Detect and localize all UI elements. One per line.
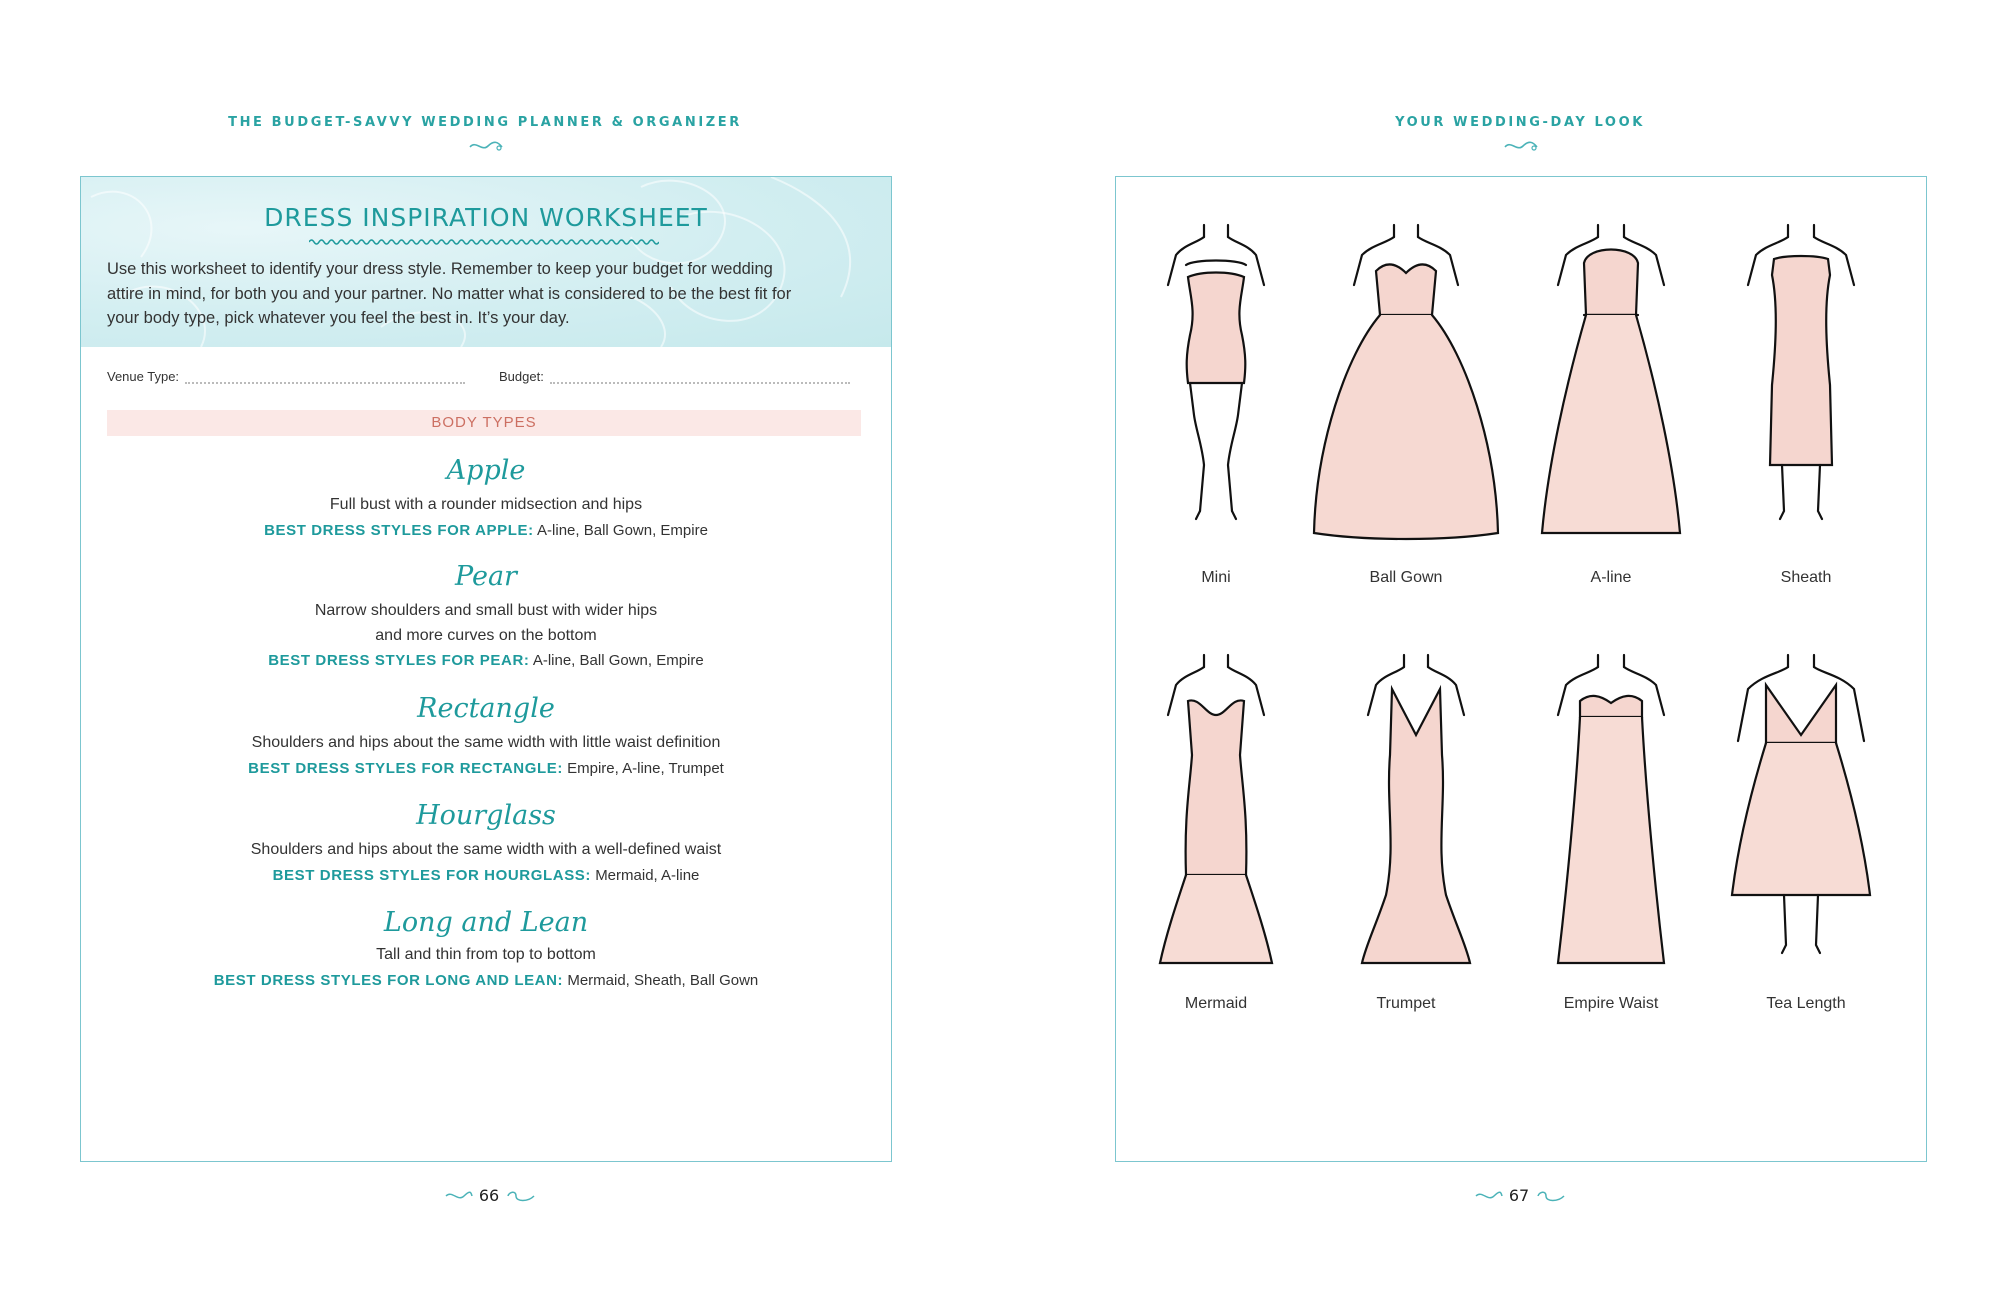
best-styles-label: BEST DRESS STYLES FOR HOURGLASS: (272, 867, 592, 884)
dress-label-mini: Mini (1201, 569, 1231, 586)
running-head-left: THE BUDGET-SAVVY WEDDING PLANNER & ORGANIZER (228, 115, 742, 130)
best-styles-value: Empire, A-line, Trumpet (567, 760, 724, 777)
dress-label-mermaid: Mermaid (1184, 995, 1248, 1012)
body-type-name: Pear (455, 561, 517, 592)
dress-label-a-line: A-line (1590, 569, 1632, 586)
worksheet-intro (107, 257, 827, 331)
worksheet-frame (80, 176, 892, 1162)
intro-line: your body type, pick whatever you feel the best in. It’s your day. (107, 309, 570, 327)
body-type-pear (81, 561, 891, 669)
swirl-ornament-icon (1503, 138, 1539, 154)
dress-label-trumpet: Trumpet (1376, 995, 1436, 1012)
dress-styles-frame (1115, 176, 1927, 1162)
best-styles-value: A-line, Ball Gown, Empire (532, 652, 704, 669)
swirl-ornament-icon (468, 138, 504, 154)
body-type-name: Long and Lean (383, 907, 589, 938)
ball-gown-dress-icon (1306, 215, 1506, 555)
wave-underline-icon (309, 237, 659, 247)
body-type-name: Apple (446, 455, 526, 486)
right-flourish-icon (1536, 1189, 1566, 1203)
best-styles (81, 652, 891, 669)
a-line-dress-icon (1526, 215, 1696, 555)
best-styles-label: BEST DRESS STYLES FOR RECTANGLE: (248, 760, 563, 777)
body-type-long-and-lean (81, 907, 891, 989)
body-type-desc: Narrow shoulders and small bust with wider hips (314, 602, 658, 619)
body-type-desc: Full bust with a rounder midsection and hips (329, 496, 643, 513)
budget-line[interactable] (550, 370, 850, 384)
budget-field[interactable] (499, 369, 850, 384)
venue-type-line[interactable] (185, 370, 465, 384)
body-type-apple (81, 455, 891, 539)
running-head-right: YOUR WEDDING-DAY LOOK (1395, 115, 1645, 130)
budget-label: Budget: (499, 369, 544, 384)
dress-label-tea-length: Tea Length (1766, 995, 1846, 1012)
venue-type-label: Venue Type: (107, 369, 180, 384)
best-styles-label: BEST DRESS STYLES FOR LONG AND LEAN: (213, 972, 564, 989)
mermaid-dress-icon (1146, 645, 1286, 985)
empire-waist-dress-icon (1536, 645, 1686, 985)
body-type-desc: Shoulders and hips about the same width with little waist definition (251, 734, 721, 751)
dress-label-sheath: Sheath (1780, 569, 1832, 586)
body-types-heading: BODY TYPES (107, 410, 861, 436)
dress-label-empire-waist: Empire Waist (1563, 995, 1659, 1012)
best-styles-value: Mermaid, Sheath, Ball Gown (567, 972, 759, 989)
worksheet-title: DRESS INSPIRATION WORKSHEET (264, 203, 708, 232)
best-styles-label: BEST DRESS STYLES FOR PEAR: (268, 652, 530, 669)
page-number-66: 66 (478, 1186, 500, 1205)
best-styles-value: Mermaid, A-line (595, 867, 700, 884)
tea-length-dress-icon (1726, 645, 1876, 985)
best-styles-label: BEST DRESS STYLES FOR APPLE: (264, 522, 534, 539)
right-flourish-icon (506, 1189, 536, 1203)
trumpet-dress-icon (1346, 645, 1486, 985)
best-styles (81, 760, 891, 777)
best-styles (81, 972, 891, 989)
body-type-name: Hourglass (416, 800, 556, 831)
intro-line: Use this worksheet to identify your dress style. Remember to keep your budget for wedding (107, 260, 773, 278)
body-type-desc: Tall and thin from top to bottom (376, 946, 596, 963)
best-styles (81, 867, 891, 884)
best-styles-value: A-line, Ball Gown, Empire (537, 522, 708, 539)
sheath-dress-icon (1726, 215, 1876, 555)
body-type-rectangle (81, 693, 891, 777)
venue-type-field[interactable] (107, 369, 465, 384)
body-type-desc: Shoulders and hips about the same width with a well-defined waist (250, 841, 722, 858)
dress-label-ball-gown: Ball Gown (1369, 569, 1443, 586)
body-type-hourglass (81, 800, 891, 884)
page-number-67: 67 (1508, 1186, 1530, 1205)
worksheet-banner (81, 177, 891, 347)
body-type-desc: and more curves on the bottom (375, 627, 597, 644)
mini-dress-icon (1146, 215, 1286, 555)
best-styles (81, 522, 891, 539)
intro-line: attire in mind, for both you and your partner. No matter what is considered to be the best fit for (107, 284, 792, 303)
body-type-name: Rectangle (417, 693, 555, 724)
